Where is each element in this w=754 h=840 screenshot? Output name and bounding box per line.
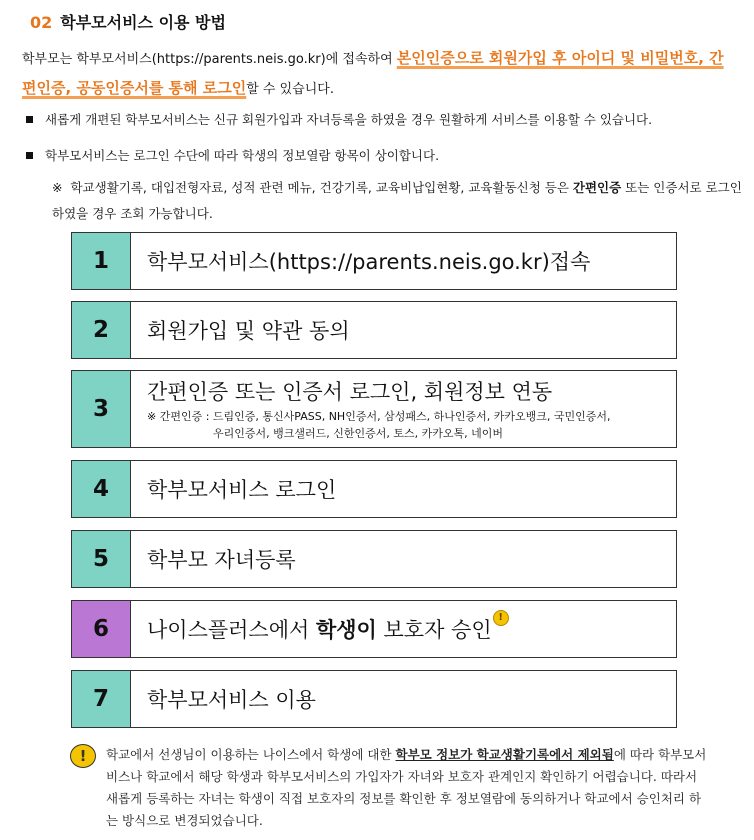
footnote bbox=[70, 744, 710, 832]
step-5 bbox=[71, 530, 677, 588]
step-4 bbox=[71, 460, 677, 518]
intro-highlight: 본인인증으로 회원가입 후 아이디 및 비밀번호, 간편인증, 공동인증서를 통해 로그인 bbox=[22, 49, 724, 97]
step-label: 회원가입 및 약관 동의 bbox=[147, 319, 350, 343]
note bbox=[52, 175, 742, 227]
note-mark: ※ bbox=[52, 180, 63, 195]
step-2 bbox=[71, 301, 677, 359]
note-bold: 간편인증 bbox=[572, 180, 622, 195]
section-number: 02 bbox=[30, 13, 53, 32]
intro-text-end: 할 수 있습니다. bbox=[246, 82, 334, 97]
step-3 bbox=[71, 370, 677, 448]
step-label: 간편인증 또는 인증서 로그인, 회원정보 연동 bbox=[147, 380, 553, 404]
bullet-square-icon bbox=[26, 152, 33, 159]
step-label-text: 나이스플러스에서 bbox=[147, 618, 316, 642]
warning-icon: ! bbox=[493, 610, 509, 626]
step-number: 7 bbox=[72, 671, 131, 727]
note-text-end: 또는 인증서로 로그인하였을 경우 조회 가능합니다. bbox=[52, 180, 742, 221]
step-label: 학부모서비스 이용 bbox=[147, 688, 316, 712]
step-6 bbox=[71, 600, 677, 658]
step-subnote-line: 우리인증서, 뱅크샐러드, 신한인증서, 토스, 카카오톡, 네이버 bbox=[213, 427, 503, 440]
step-label: 학부모서비스 로그인 bbox=[147, 478, 337, 502]
note-text: 학교생활기록, 대입전형자료, 성적 관련 메뉴, 건강기록, 교육비납입현황, 교육활동신청 등은 bbox=[70, 180, 573, 195]
bullet-item bbox=[26, 110, 652, 128]
step-1 bbox=[71, 232, 677, 290]
footnote-bold: 학부모 정보가 학교생활기록에서 제외됨 bbox=[395, 747, 614, 762]
step-label-text-end: 보호자 승인 bbox=[376, 618, 492, 642]
step-number: 6 bbox=[72, 601, 131, 657]
step-subnote-line: ※ 간편인증 : 드림인증, 통신사PASS, NH인증서, 삼성패스, 하나인증서, 카카오뱅크, 국민인증서, bbox=[147, 410, 611, 423]
step-number: 5 bbox=[72, 531, 131, 587]
step-label: 학부모서비스(https://parents.neis.go.kr)접속 bbox=[147, 250, 591, 274]
warning-icon: ! bbox=[70, 744, 96, 768]
footnote-text-start: 학교에서 선생님이 이용하는 나이스에서 학생에 대한 bbox=[106, 747, 396, 762]
step-subnote bbox=[147, 408, 610, 442]
intro-text: 학부모는 학부모서비스(https://parents.neis.go.kr)에 접속하여 bbox=[22, 52, 397, 67]
section-title-text: 학부모서비스 이용 방법 bbox=[60, 13, 226, 32]
footnote-text bbox=[106, 744, 710, 832]
step-number: 4 bbox=[72, 461, 131, 517]
bullet-text: 새롭게 개편된 학부모서비스는 신규 회원가입과 자녀등록을 하였을 경우 원활하게 서비스를 이용할 수 있습니다. bbox=[45, 112, 653, 127]
footnote-text-end: 에 따라 학부모서비스나 학교에서 해당 학생과 학부모서비스의 가입자가 자녀와 보호자 관계인지 확인하기 어렵습니다. 따라서 새롭게 등록하는 자녀는 학생이 직접 보호자의 정보를 확인한 후 정보열람에 동의하거나 학교에서 승인처리 하는 방식으로 변경되었습니다. bbox=[106, 747, 707, 828]
step-number: 2 bbox=[72, 302, 131, 358]
intro-paragraph bbox=[22, 44, 732, 104]
step-label-bold: 학생이 bbox=[315, 618, 377, 642]
bullet-item bbox=[26, 146, 439, 164]
step-label: 학부모 자녀등록 bbox=[147, 548, 296, 572]
step-number: 3 bbox=[72, 371, 131, 447]
step-7 bbox=[71, 670, 677, 728]
bullet-text: 학부모서비스는 로그인 수단에 따라 학생의 정보열람 항목이 상이합니다. bbox=[45, 148, 440, 163]
section-title bbox=[30, 10, 226, 33]
step-label bbox=[147, 614, 509, 644]
bullet-square-icon bbox=[26, 116, 33, 123]
step-number: 1 bbox=[72, 233, 131, 289]
